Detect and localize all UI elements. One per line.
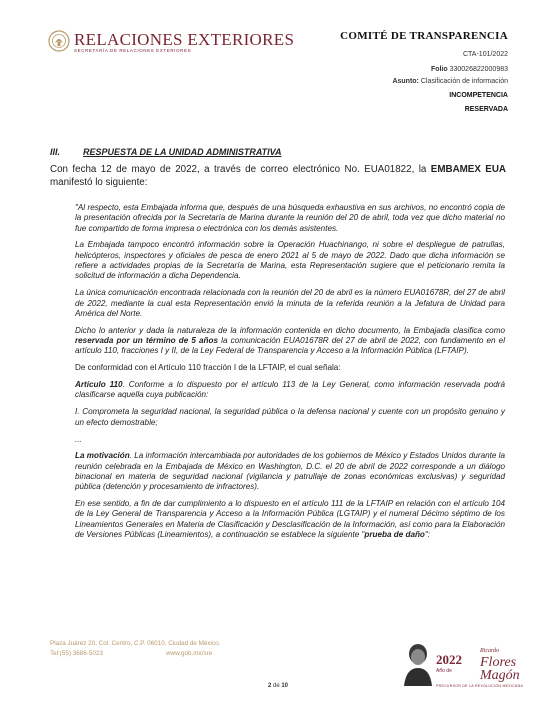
p4-text: Dicho lo anterior y dada la naturaleza de la información contenida en dicho documento, la Embajada clasifica como <box>75 325 505 335</box>
quote-paragraph-2: La Embajada tampoco encontró información sobre la Operación Huachinango, ni sobre el despliegue de patrullas, helicópteros, inspectores y oficiales de pesca de enero 2021 al 5 de mayo de 2022. Dado que dicha información se refiere a actividades propias de la Secretaría de Marina, esta Representación sugiere que el peticionario remita la solicitud de información a dicha Dependencia. <box>75 240 505 281</box>
folio-label: Folio <box>430 66 448 73</box>
seal-caption: PRECURSOR DE LA REVOLUCIÓN MEXICANA <box>436 684 524 688</box>
p4-text-end: la comunicación EUA01678R del 27 de abril de 2022, con fundamento en el artículo 110, fracciones I y II, de la Ley Federal de Transparencia y Acceso a la Información Pública (LFTAIP). <box>75 336 505 356</box>
logo-subtitle: SECRETARÍA DE RELACIONES EXTERIORES <box>74 48 192 53</box>
seal-name-third: Magón <box>480 668 520 683</box>
quote-paragraph-6 <box>75 380 505 401</box>
portrait-icon <box>400 640 436 686</box>
quote-paragraph-4 <box>75 326 505 357</box>
incompetencia-label: INCOMPETENCIA <box>449 92 508 99</box>
logo-title: RELACIONES EXTERIORES <box>74 30 295 49</box>
case-code: CTA-101/2022 <box>462 51 508 58</box>
committee-title: COMITÉ DE TRANSPARENCIA <box>340 30 508 42</box>
page-current: 2 <box>267 683 272 689</box>
intro-text-end: manifestó lo siguiente: <box>50 177 148 188</box>
p6-bold: Artículo 110 <box>75 380 123 390</box>
quote-paragraph-1: "Al respecto, esta Embajada informa que, después de una búsqueda exhaustiva en sus archivos, no encontró copia de la presentación ofrecida por la Secretaría de Marina durante la reunión del 20 de abril, toda vez que dicho material no fue compartido de forma impresa o electrónica con los demás asistentes. <box>75 203 505 233</box>
p4-bold: reservada por un término de 5 años <box>75 336 219 346</box>
section-title: RESPUESTA DE LA UNIDAD ADMINISTRATIVA <box>83 147 282 157</box>
reservada-label: RESERVADA <box>464 106 508 113</box>
seal-name <box>480 646 520 682</box>
seal-year-sub: Año de <box>436 668 452 674</box>
quote-paragraph-7: I. Comprometa la seguridad nacional, la seguridad pública o la defensa nacional y cuente con un propósito genuino y un efecto demostrable; <box>75 407 505 427</box>
intro-text: Con fecha 12 de mayo de 2022, a través de correo electrónico No. EUA01822, la <box>50 164 431 175</box>
quote-ellipsis: ... <box>75 434 82 444</box>
quote-paragraph-5: De conformidad con el Artículo 110 fracción I de la LFTAIP, el cual señala: <box>75 363 341 373</box>
folio-value: 330026822000983 <box>447 66 508 73</box>
p10-text-end: ": <box>424 530 431 540</box>
intro-bold: EMBAMEX EUA <box>430 164 506 175</box>
seal-name-second: Flores <box>480 655 517 670</box>
eagle-emblem-icon <box>48 30 70 52</box>
section-number: III. <box>50 147 61 157</box>
footer-phone: Tel:(55) 3686-5023 <box>50 650 103 657</box>
quoted-response <box>75 203 505 547</box>
intro-paragraph <box>50 163 506 189</box>
asunto-line <box>392 78 508 85</box>
footer-address: Plaza Juárez 20, Col. Centro, C.P. 06010, Ciudad de México. <box>50 640 221 647</box>
seal-name-first: Ricardo <box>480 648 500 654</box>
p9-text: . La información intercambiada por autoridades de los gobiernos de México y Estados Unidos durante la reunión celebrada en la Embajada de México en Washington, D.C. el 20 de abril de 2022 corresponde a un diálogo binacional en materia de seguridad nacional (vigilancia y patrullaje de zonas económicas exclusivas) y seguridad pública (detención y procesamiento de infractores). <box>75 451 505 492</box>
p10-text: En ese sentido, a fin de dar cumplimiento a lo dispuesto en el artículo 111 de la LFTAIP en relación con el artículo 104 de la Ley General de Transparencia y Acceso a la Información Pública (LGTAIP) y el numeral Décimo séptimo de los Lineamientos Generales en Materia de Clasificación y Desclasificación de la Información, así como para la Elaboración de Versiones Públicas (Lineamientos), a continuación se establece la siguiente " <box>75 499 505 540</box>
quote-paragraph-10 <box>75 499 505 540</box>
asunto-label: Asunto: <box>392 78 419 85</box>
seal-year: 2022 <box>436 652 462 667</box>
folio-line <box>431 66 508 73</box>
p10-bold: prueba de daño <box>364 530 425 540</box>
p6-text: . Conforme a lo dispuesto por el artículo 113 de la Ley General, como información reservada podrá clasificarse aquella cuya publicación: <box>75 380 505 400</box>
asunto-value: Clasificación de información <box>418 78 508 85</box>
p9-bold: La motivación <box>75 451 130 461</box>
quote-paragraph-9 <box>75 451 505 492</box>
page-total: 10 <box>281 683 289 689</box>
footer-website: www.gob.mx/sre <box>166 650 213 657</box>
page-of: de <box>271 683 282 689</box>
quote-paragraph-3: La única comunicación encontrada relacionada con la reunión del 20 de abril es la número EUA01678R, del 27 de abril de 2022, mediante la cual esta Representación envió la minuta de la referida reunión a la Jefatura de Unidad para América del Norte. <box>75 288 505 318</box>
